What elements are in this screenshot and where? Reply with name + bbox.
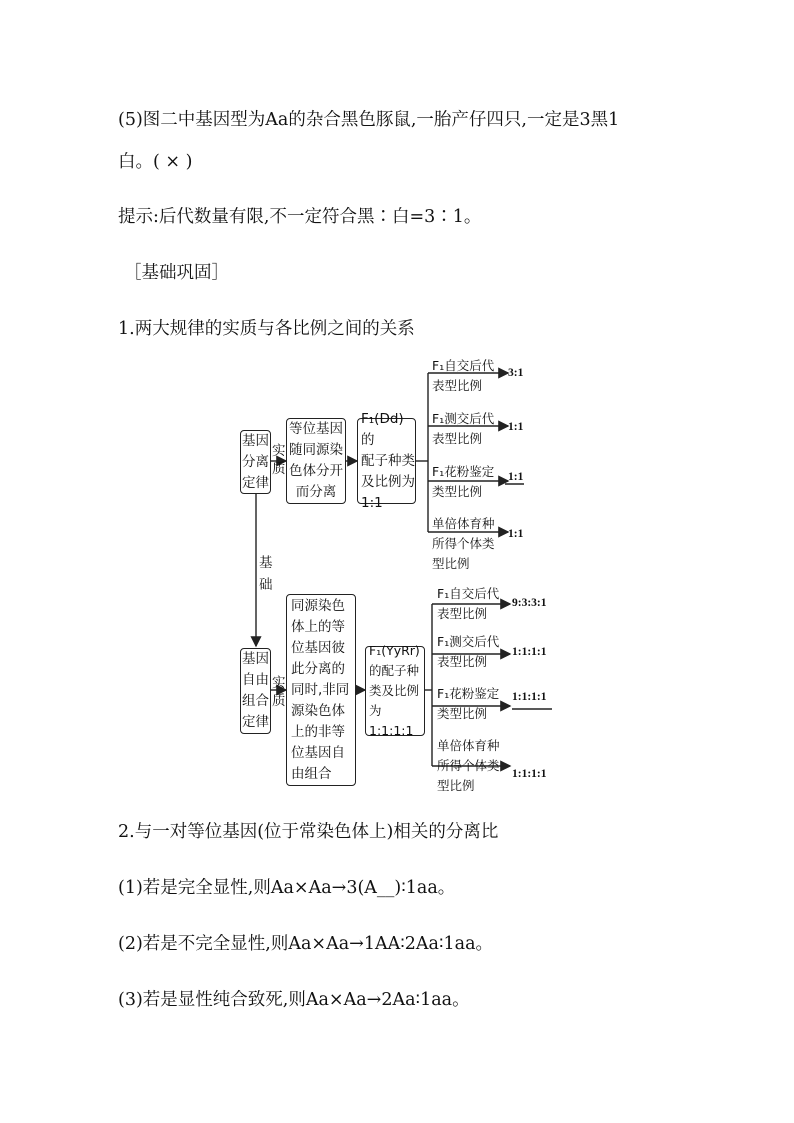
segregation-law-box: 基因 分离 定律 — [240, 430, 271, 494]
item-2-1: (1)若是完全显性,则Aa×Aa→3(A__)∶1aa。 — [118, 878, 456, 898]
bottom-branch-2-label: F₁测交后代 表型比例 — [437, 634, 500, 669]
hint-text: 提示:后代数量有限,不一定符合黑∶白=3∶1。 — [118, 207, 482, 227]
bottom-gamete-box: F₁(YyRr) 的配子种 类及比例 为1:1:1:1 — [365, 646, 425, 736]
item-1-heading: 1.两大规律的实质与各比例之间的关系 — [118, 319, 415, 339]
bottom-branch-3-label: F₁花粉鉴定 类型比例 — [437, 686, 500, 721]
top-branch-3-label: F₁花粉鉴定 类型比例 — [432, 464, 495, 499]
item-2-heading: 2.与一对等位基因(位于常染色体上)相关的分离比 — [118, 822, 499, 842]
basis-label: 基 础 — [259, 555, 273, 593]
item-2-3: (3)若是显性纯合致死,则Aa×Aa→2Aa∶1aa。 — [118, 990, 470, 1010]
bottom-branch-1-label: F₁自交后代 表型比例 — [437, 586, 500, 621]
independent-assortment-law-box: 基因 自由 组合 定律 — [240, 648, 271, 734]
bottom-branch-1-ratio: 9:3:3:1 — [512, 597, 547, 609]
top-gamete-box: F₁(Dd)的 配子种类 及比例为 1:1 — [357, 418, 416, 504]
top-branch-4-label: 单倍体育种 所得个体类 型比例 — [432, 516, 495, 571]
top-branch-1-label: F₁自交后代 表型比例 — [432, 358, 495, 393]
top-essence-label: 实 质 — [272, 443, 286, 477]
section-heading: ［基础巩固］ — [124, 263, 229, 283]
question-5-line1: (5)图二中基因型为Aa的杂合黑色豚鼠,一胎产仔四只,一定是3黑1 — [118, 110, 620, 130]
question-5-line2: 白。( × ) — [118, 152, 193, 172]
bottom-branch-4-ratio: 1:1:1:1 — [512, 768, 547, 780]
bottom-essence-label: 实 质 — [272, 675, 286, 709]
top-branch-4-ratio: 1:1 — [508, 528, 524, 540]
item-2-2: (2)若是不完全显性,则Aa×Aa→1AA∶2Aa∶1aa。 — [118, 934, 494, 954]
top-essence-box: 等位基因 随同源染 色体分开 而分离 — [286, 418, 346, 504]
top-branch-1-ratio: 3:1 — [508, 367, 524, 379]
bottom-branch-3-ratio: 1:1:1:1 — [512, 691, 547, 703]
bottom-branch-2-ratio: 1:1:1:1 — [512, 646, 547, 658]
top-branch-2-ratio: 1:1 — [508, 421, 524, 433]
top-branch-3-ratio: 1:1 — [508, 471, 524, 483]
top-branch-2-label: F₁测交后代 表型比例 — [432, 411, 495, 446]
bottom-branch-4-label: 单倍体育种 所得个体类 型比例 — [437, 738, 500, 793]
bottom-essence-box: 同源染色 体上的等 位基因彼 此分离的 同时,非同 源染色体 上的非等 位基因自 由组合 — [286, 594, 356, 786]
